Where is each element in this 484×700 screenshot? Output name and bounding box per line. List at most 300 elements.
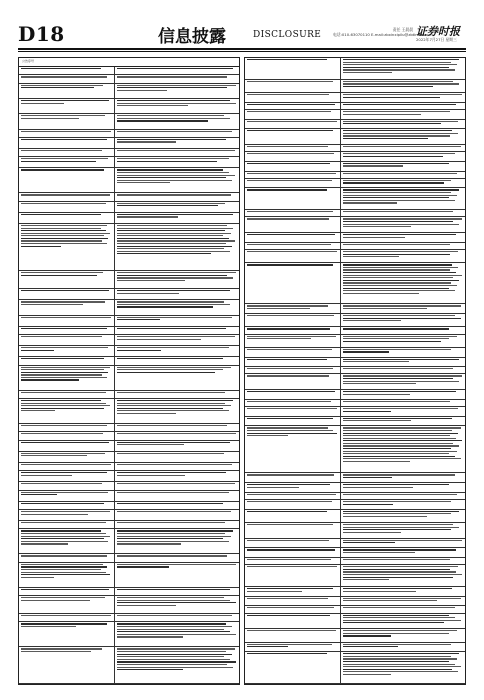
table-row [245,358,465,368]
row-label [19,335,115,345]
text-line [117,536,231,537]
row-content [115,327,239,334]
table-row [19,130,239,138]
table-row [19,366,239,391]
text-line [117,328,226,329]
text-line [21,358,104,359]
table-row [19,193,239,201]
row-content [341,417,465,426]
text-line [343,620,461,621]
table-row [245,587,465,597]
table-row [19,614,239,622]
text-line [117,654,232,655]
row-content [115,130,239,137]
table-row [245,565,465,587]
text-line [117,317,232,318]
text-line [343,83,459,84]
row-label [19,289,115,299]
table-row [245,263,465,304]
table-row [19,75,239,83]
text-line [343,224,459,225]
row-label [19,399,115,423]
row-label [245,643,341,652]
row-content [341,510,465,522]
table-row [19,67,239,75]
text-line [21,538,104,539]
text-line [21,543,68,544]
text-line [117,230,225,231]
table-row [245,390,465,400]
text-line [21,169,104,170]
text-line [117,319,160,320]
row-label [245,304,341,313]
text-line [21,203,106,204]
text-line [21,233,110,234]
text-line [117,246,232,247]
row-content [115,335,239,345]
text-line [247,349,332,350]
text-line [21,369,104,370]
text-line [117,293,179,294]
row-content [115,647,239,682]
text-line [247,427,328,428]
text-line [343,443,453,444]
text-line [343,494,457,495]
text-line [21,648,102,649]
text-line [117,408,223,409]
text-line [117,131,232,132]
text-line [343,513,451,514]
table-row [19,149,239,157]
text-line [247,494,336,495]
text-line [21,68,101,69]
table-row [245,400,465,407]
text-line [343,272,456,273]
text-line [21,483,102,484]
table-row [19,482,239,490]
text-line [21,238,108,239]
text-line [117,392,225,393]
text-line [247,484,330,485]
text-line [247,308,310,309]
row-content [115,441,239,451]
text-line [21,536,110,537]
text-line [117,530,233,531]
table-row [245,80,465,93]
row-content [115,366,239,390]
text-line [343,664,455,665]
table-rows [19,67,239,684]
text-line [343,559,450,560]
text-line [117,225,227,226]
text-line [117,522,225,523]
text-line [21,85,103,86]
row-content [341,473,465,482]
text-line [343,277,453,278]
text-line [117,301,224,302]
row-content [341,629,465,641]
row-label [245,93,341,102]
text-line [343,600,437,601]
text-line [343,666,461,667]
text-line [117,100,230,101]
text-line [343,378,453,379]
row-content [341,335,465,347]
table-row [19,554,239,562]
row-label [19,622,115,646]
table-row [245,606,465,613]
table-row [245,417,465,427]
text-line [343,202,397,203]
table-row [245,327,465,334]
text-line [21,433,103,434]
row-label [245,390,341,399]
text-line [247,430,333,431]
text-line [117,605,176,606]
text-line [343,527,459,528]
text-line [343,308,427,309]
text-line [21,522,106,523]
row-content [115,622,239,646]
text-line [21,492,108,493]
row-content [341,558,465,564]
text-line [117,158,229,159]
row-label [245,243,341,249]
row-content [341,58,465,79]
text-line [117,636,183,637]
text-line [343,504,393,505]
row-content [115,588,239,595]
table-row [245,629,465,642]
text-line [247,234,335,235]
text-line [117,405,231,406]
row-label [245,250,341,262]
text-line [117,626,232,627]
text-line [117,615,232,616]
text-line [247,328,330,329]
text-line [117,564,236,565]
table-row [19,99,239,114]
contact-line: 电话:010-63070110 E-mail:zbxinxipilu@zbtimes.com [333,32,433,37]
row-label [245,417,341,426]
row-content [115,399,239,423]
row-label [19,84,115,98]
row-content [341,233,465,242]
text-line [343,256,399,257]
row-label [245,597,341,606]
table-row [245,314,465,327]
text-line [117,543,181,544]
row-content [341,597,465,606]
text-line [21,600,90,601]
row-content [341,263,465,303]
text-line [343,72,392,73]
text-line [117,169,223,170]
row-label [19,130,115,137]
text-line [343,438,456,439]
table-row [19,300,239,315]
text-line [117,597,224,598]
text-line [343,97,440,98]
table-row [245,523,465,539]
text-line [21,131,111,132]
table-row [245,483,465,493]
row-content [115,424,239,431]
text-line [343,477,392,478]
text-line [117,669,183,670]
text-line [343,114,421,115]
text-line [21,453,105,454]
text-line [343,361,409,362]
text-line [343,658,457,659]
text-line [343,435,450,436]
row-label [19,510,115,520]
table-row [19,224,239,271]
text-line [117,272,236,273]
table-row [245,652,465,683]
row-label [19,193,115,200]
text-line [21,350,54,351]
text-line [247,588,333,589]
text-line [343,62,451,63]
text-line [21,597,105,598]
row-content [115,289,239,299]
row-content [115,502,239,509]
text-line [247,559,331,560]
text-line [247,94,329,95]
text-line [117,425,227,426]
text-line [21,328,107,329]
table-row [245,129,465,145]
text-line [247,644,332,645]
text-line [343,133,458,134]
text-line [21,589,109,590]
row-content [341,614,465,629]
text-line [247,433,337,434]
row-label [19,452,115,462]
text-line [21,408,104,409]
text-line [117,306,213,307]
text-line [117,541,229,542]
text-line [21,301,105,302]
row-label [19,346,115,356]
text-line [343,671,458,672]
disclosure-table-right [244,57,466,685]
row-label [245,217,341,232]
text-line [343,375,462,376]
text-line [21,336,102,337]
table-row [19,510,239,521]
text-line [117,589,230,590]
row-content [341,426,465,472]
text-line [117,280,185,281]
row-label [245,510,341,522]
text-line [21,139,107,140]
text-line [21,623,107,624]
row-content [115,99,239,113]
text-line [247,435,288,436]
text-line [117,177,226,178]
row-content [115,529,239,553]
row-label [19,614,115,621]
text-line [117,347,229,348]
row-label [19,157,115,167]
text-line [21,455,87,456]
text-line [117,475,185,476]
row-content [115,202,239,212]
row-label [245,145,341,151]
table-row [245,348,465,358]
text-line [21,225,107,226]
row-label [245,110,341,119]
text-line [117,648,235,649]
text-line [21,230,106,231]
text-line [343,607,455,608]
table-row [19,647,239,683]
row-content [341,152,465,161]
text-line [21,103,64,104]
table-row [19,622,239,647]
text-line [343,615,449,616]
row-content [115,521,239,528]
row-label [19,463,115,470]
text-line [117,277,233,278]
text-line [21,566,107,567]
table-row [245,426,465,473]
table-row [245,120,465,130]
text-line [117,290,230,291]
text-line [117,623,226,624]
text-line [21,194,110,195]
text-line [343,121,458,122]
text-line [117,205,218,206]
table-row [245,558,465,565]
table-row [245,597,465,607]
text-line [117,150,235,151]
text-line [343,86,433,87]
row-content [341,358,465,367]
text-line [247,81,333,82]
text-line [343,381,459,382]
row-content [341,110,465,119]
row-label [19,554,115,561]
text-line [117,656,224,657]
text-line [343,123,441,124]
text-line [117,503,223,504]
table-row [19,168,239,193]
row-label [245,606,341,612]
table-row [19,502,239,510]
text-line [343,588,452,589]
text-line [247,540,329,541]
table-row [245,93,465,103]
text-line [343,64,457,65]
text-line [117,87,227,88]
row-content [341,103,465,109]
text-line [343,130,452,131]
row-content [115,67,239,74]
text-line [117,76,227,77]
row-label [19,482,115,489]
text-line [21,377,107,378]
row-label [19,213,115,223]
text-line [117,538,223,539]
text-line [117,194,231,195]
text-line [343,549,456,550]
table-row [245,152,465,162]
text-line [343,318,461,319]
text-line [247,646,288,647]
text-line [21,464,111,465]
text-line [247,501,332,502]
text-line [343,511,459,512]
text-line [117,472,226,473]
row-content [115,168,239,192]
text-line [343,275,462,276]
text-line [117,651,226,652]
row-content [115,471,239,481]
text-line [343,569,450,570]
text-line [247,375,329,376]
text-line [117,243,226,244]
text-line [343,669,452,670]
text-line [343,269,450,270]
table-row [19,424,239,432]
row-content [115,563,239,587]
row-content [115,510,239,520]
text-line [117,141,176,142]
text-line [343,474,455,475]
section-title: 信息披露 [158,27,226,47]
text-line [21,379,79,380]
table-row [245,374,465,390]
row-label [245,483,341,492]
text-line [247,615,330,616]
table-header: 公告序号 [19,58,239,67]
text-line [247,401,331,402]
row-content [341,587,465,596]
row-label [245,473,341,482]
text-line [247,315,334,316]
text-line [117,68,233,69]
row-content [341,210,465,216]
text-line [21,100,109,101]
text-line [21,246,61,247]
text-line [343,408,458,409]
row-content [115,84,239,98]
text-line [343,211,453,212]
text-line [117,410,229,411]
table-row [245,58,465,80]
row-content [341,643,465,652]
text-line [21,572,106,573]
text-line [343,288,449,289]
text-line [343,458,461,459]
table-row [19,441,239,452]
table-row [19,596,239,614]
table-row [19,588,239,596]
text-line [117,600,230,601]
text-line [343,285,457,286]
text-line [343,552,415,553]
text-line [343,574,462,575]
text-line [21,410,55,411]
row-label [19,647,115,682]
section-title-en: DISCLOSURE [253,30,322,40]
text-line [21,494,57,495]
text-line [343,293,419,294]
row-label [19,529,115,553]
